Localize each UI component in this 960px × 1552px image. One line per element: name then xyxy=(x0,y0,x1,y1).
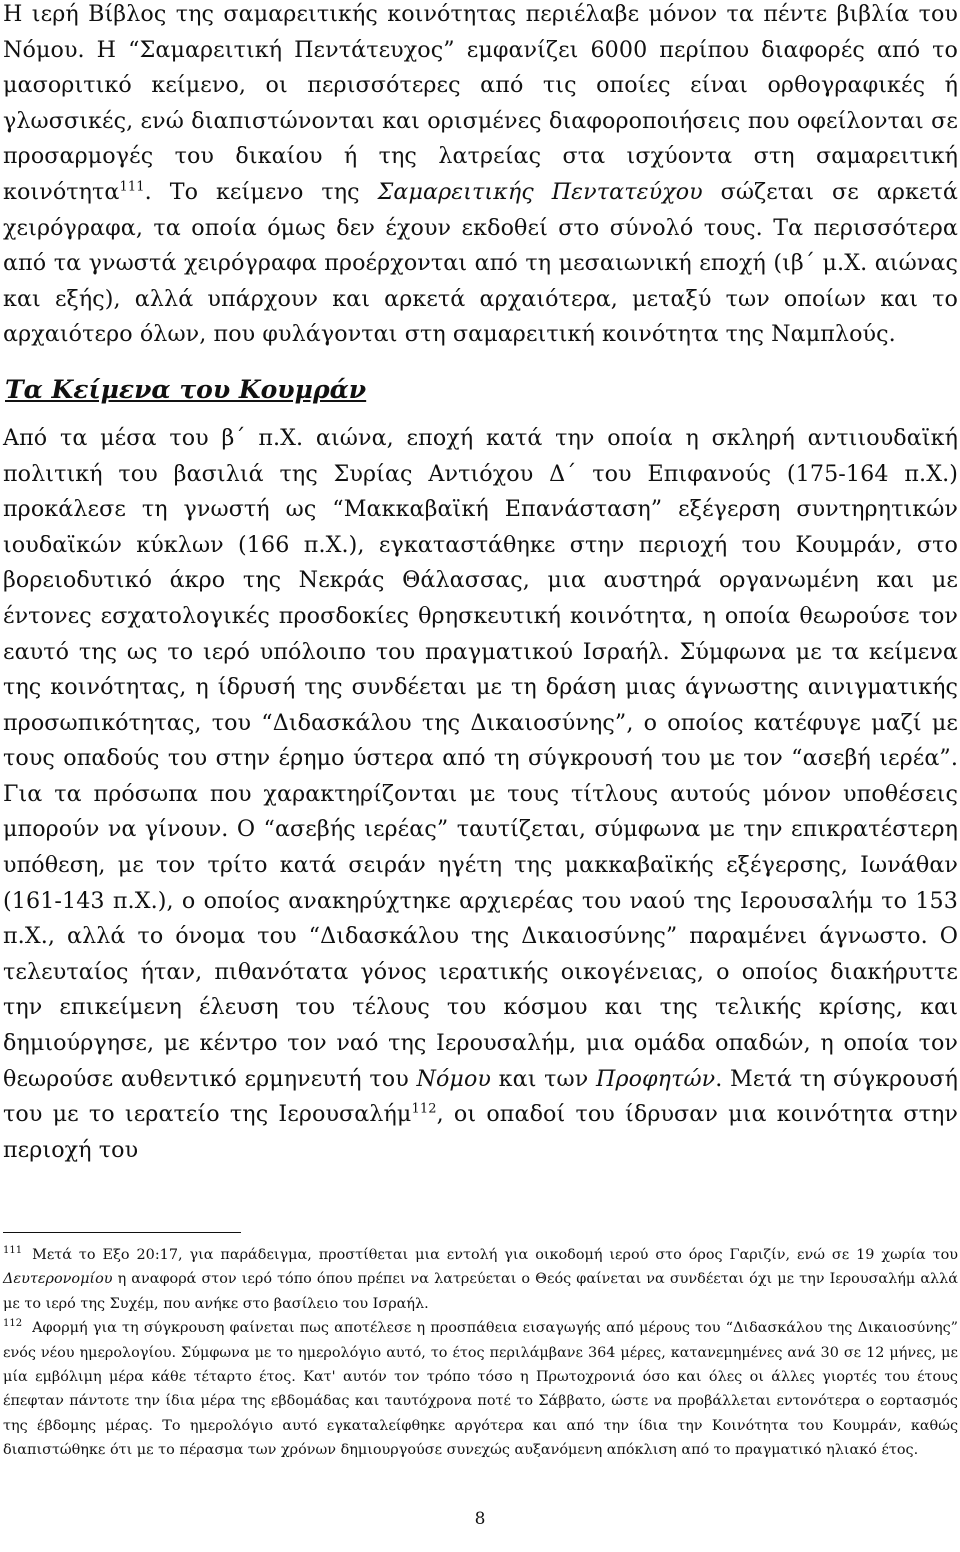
italic-term: Δευτερονομίου xyxy=(3,1271,113,1288)
paragraph-text: , οι οπαδοί του ίδρυσαν μια κοινότητα στην περιοχή του xyxy=(3,1101,958,1163)
footnote-112 xyxy=(3,1316,958,1462)
footnote-mark: 112 xyxy=(3,1318,23,1330)
paragraph-text: σώζεται σε αρκετά χειρόγραφα, τα οποία όμως δεν έχουν εκδοθεί στο σύνολό τους. Τα περισσότερα από τα γνωστά χειρόγραφα προέρχονται από τη μεσαιωνική εποχή (ιβ΄ μ.Χ. αιώνας και εξής), αλλά υπάρχουν και αρκετά αρχαιότερα, μεταξύ των οποίων και το αρχαιότερο όλων, που φυλάγονται στη σαμαρειτική κοινότητα της Ναμπλούς. xyxy=(3,178,958,348)
paragraph-text: Η ιερή Βίβλος της σαμαρειτικής κοινότητας περιέλαβε μόνον τα πέντε βιβλία του Νόμου. Η “Σαμαρειτική Πεντάτευχος” εμφανίζει 6000 περίπου διαφορές από το μασοριτικό κείμενο, οι περισσότερες από τις οποίες είναι ορθογραφικές ή γλωσσικές, ενώ διαπιστώνονται και ορισμένες διαφοροποιήσεις που οφείλονται σε προσαρμογές του δικαίου ή της λατρείας στα ισχύοντα στη σαμαρειτική κοινότητα xyxy=(3,1,958,205)
section-heading: Τα Κείμενα του Κουμράν xyxy=(5,374,367,404)
footnote-text: Μετά το Εξο 20:17, για παράδειγμα, προστίθεται μια εντολή για οικοδομή ιερού στο όρος Γαριζίν, ενώ σε 19 χωρία του xyxy=(32,1247,958,1263)
body-paragraph-samaritan-pentateuch xyxy=(3,0,958,353)
italic-term: Προφητών xyxy=(596,1065,716,1092)
footnote-111 xyxy=(3,1243,958,1316)
paragraph-text: Από τα μέσα του β΄ π.Χ. αιώνα, εποχή κατά την οποία η σκληρή αντιιουδαϊκή πολιτική του βασιλιά της Συρίας Αντιόχου Δ΄ του Επιφανούς (175-164 π.Χ.) προκάλεσε τη γνωστή ως “Μακκαβαϊκή Επανάσταση” εξέγερση συντηρητικών ιουδαϊκών κύκλων (166 π.Χ.), εγκαταστάθηκε στην περιοχή του Κουμράν, στο βορειοδυτικό άκρο της Νεκράς Θάλασσας, μια αυστηρά οργανωμένη και με έντονες εσχατολογικές προσδοκίες θρησκευτική κοινότητα, η οποία θεωρούσε τον εαυτό της ως το ιερό υπόλοιπο του πραγματικού Ισραήλ. Σύμφωνα με τα κείμενα της κοινότητας, η ίδρυσή της συνδέεται με τη δράση μιας άγνωστης αινιγματικής προσωπικότητας, του “Διδασκάλου της Δικαιοσύνης”, ο οποίος κατέφυγε μαζί με τους οπαδούς του στην έρημο ύστερα από τη σύγκρουσή του με τον “ασεβή ιερέα”. Για τα πρόσωπα που χαρακτηρίζονται με τους τίτλους αυτούς μόνον υποθέσεις μπορούν να γίνουν. Ο “ασεβής ιερέας” ταυτίζεται, σύμφωνα με την επικρατέστερη υπόθεση, με τον τρίτο κατά σειράν ηγέτη της μακκαβαϊκής εξέγερσης, Ιωνάθαν (161-143 π.Χ.), ο οποίος ανακηρύχτηκε αρχιερέας του ναού της Ιερουσαλήμ το 153 π.Χ., αλλά το όνομα του “Διδασκάλου της Δικαιοσύνης” παραμένει άγνωστο. Ο τελευταίος ήταν, πιθανότατα γόνος ιερατικής οικογένειας, ο οποίος διακήρυττε την επικείμενη έλευση του τέλους του κόσμου και της τελικής κρίσης, και δημιούργησε, με κέντρο τον ναό της Ιερουσαλήμ, μια ομάδα οπαδών, η οποία τον θεωρούσε αυθεντικό ερμηνευτή του xyxy=(3,424,958,1092)
body-paragraph-qumran xyxy=(3,421,958,1168)
paragraph-text: . Μετά τη σύγκρουσή του με το ιερατείο της Ιερουσαλήμ xyxy=(3,1065,958,1128)
footnote-mark: 111 xyxy=(3,1245,23,1257)
footnote-reference-111[interactable]: 111 xyxy=(119,179,145,195)
paragraph-text: και των xyxy=(491,1065,596,1092)
italic-term: Νόμου xyxy=(416,1065,491,1092)
footnote-separator xyxy=(3,1232,241,1233)
italic-title: Σαμαρειτικής Πεντατεύχου xyxy=(377,178,703,205)
footnote-text: η αναφορά στον ιερό τόπο όπου πρέπει να λατρεύεται ο Θεός φαίνεται να συνδέεται όχι με την Ιερουσαλήμ αλλά με το ιερό της Συχέμ, που ανήκε στο βασίλειο του Ισραήλ. xyxy=(3,1271,958,1312)
paragraph-text: . Το κείμενο της xyxy=(144,178,378,205)
footnote-reference-112[interactable]: 112 xyxy=(411,1101,437,1117)
footnotes xyxy=(3,1243,958,1463)
footnote-text: Αφορμή για τη σύγκρουση φαίνεται πως αποτέλεσε η προσπάθεια εισαγωγής από μέρους του “Διδασκάλου της Δικαιοσύνης” ενός νέου ημερολογίου. Σύμφωνα με το ημερολόγιο αυτό, το έτος περιλάμβανε 364 μέρες, κατανεμημένες ανά 30 σε 12 μήνες, με μία εμβόλιμη μέρα κάθε τέταρτο έτος. Κατ' αυτόν τον τρόπο τόσο η Πρωτοχρονιά όσο και όλες οι άλλες γιορτές του έτους έπεφταν πάντοτε την ίδια μέρα της εβδομάδας και ταυτόχρονα ποτέ το Σάββατο, ώστε να προβάλλεται εντονότερα ο εορτασμός της έβδομης μέρας. Το ημερολόγιο αυτό εγκαταλείφθηκε αργότερα και από την ίδια την Κοινότητα του Κουμράν, καθώς διαπιστώθηκε ότι με το πέρασμα των χρόνων δημιουργούσε συνεχώς αυξανόμενη απόκλιση από το πραγματικό ηλιακό έτος. xyxy=(3,1320,958,1459)
page-number: 8 xyxy=(474,1509,486,1529)
